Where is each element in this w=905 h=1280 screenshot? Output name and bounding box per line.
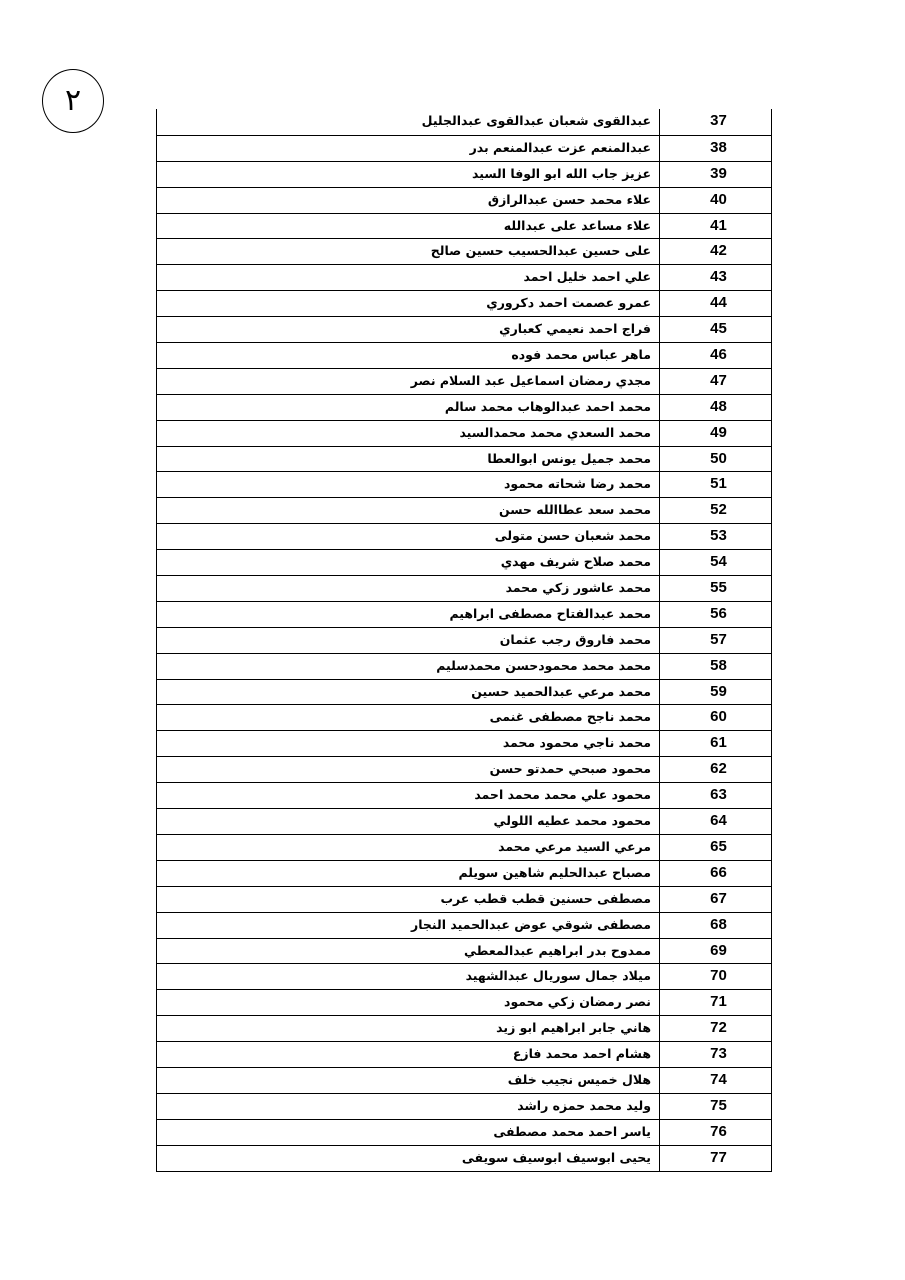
row-number-cell: 64 (710, 812, 727, 830)
table-row (157, 808, 771, 834)
person-name-cell: هشام احمد محمد فازع (157, 1042, 660, 1067)
row-number-cell: 73 (710, 1045, 727, 1063)
person-name-cell: هاني جابر ابراهيم ابو زيد (157, 1016, 660, 1041)
table-row (157, 730, 771, 756)
row-number-cell: 67 (710, 889, 727, 907)
table-row (157, 135, 771, 161)
person-name-cell: ميلاد جمال سوريال عبدالشهيد (157, 964, 660, 989)
table-row (157, 679, 771, 705)
table-row (157, 213, 771, 239)
row-number-cell: 61 (710, 734, 727, 752)
table-row (157, 238, 771, 264)
row-number-cell: 49 (710, 423, 727, 441)
table-row (157, 161, 771, 187)
person-name-cell: مصطفى حسنين قطب قطب عرب (157, 887, 660, 912)
person-name-cell: محمد رضا شحاته محمود (157, 472, 660, 497)
person-name-cell: مصباح عبدالحليم شاهين سويلم (157, 861, 660, 886)
table-row (157, 1067, 771, 1093)
person-name-cell: محمود علي محمد محمد احمد (157, 783, 660, 808)
row-number-cell: 40 (710, 190, 727, 208)
person-name-cell: مجدي رمضان اسماعيل عبد السلام نصر (157, 369, 660, 394)
table-row (157, 264, 771, 290)
table-row (157, 394, 771, 420)
row-number-cell: 42 (710, 242, 727, 260)
table-row (157, 523, 771, 549)
names-table (156, 109, 772, 1172)
person-name-cell: محمد ناجح مصطفى غنمى (157, 705, 660, 730)
row-number-cell: 52 (710, 501, 727, 519)
table-row (157, 420, 771, 446)
row-number-cell: 55 (710, 579, 727, 597)
table-row (157, 342, 771, 368)
person-name-cell: علاء محمد حسن عبدالرازق (157, 188, 660, 213)
person-name-cell: على حسين عبدالحسيب حسين صالح (157, 239, 660, 264)
table-row (157, 782, 771, 808)
row-number-cell: 53 (710, 527, 727, 545)
person-name-cell: محمد شعبان حسن متولى (157, 524, 660, 549)
row-number-cell: 66 (710, 863, 727, 881)
person-name-cell: محمد محمد محمودحسن محمدسليم (157, 654, 660, 679)
person-name-cell: يحيى ابوسيف ابوسيف سويفى (157, 1146, 660, 1171)
row-number-cell: 62 (710, 760, 727, 778)
person-name-cell: علي احمد خليل احمد (157, 265, 660, 290)
table-row (157, 1041, 771, 1067)
table-row (157, 368, 771, 394)
table-row (157, 575, 771, 601)
row-number-cell: 45 (710, 320, 727, 338)
person-name-cell: ياسر احمد محمد مصطفى (157, 1120, 660, 1145)
person-name-cell: علاء مساعد على عبدالله (157, 214, 660, 239)
row-number-cell: 72 (710, 1019, 727, 1037)
row-number-cell: 57 (710, 630, 727, 648)
person-name-cell: محمد جميل يونس ابوالعطا (157, 447, 660, 472)
row-number-cell: 51 (710, 475, 727, 493)
person-name-cell: ماهر عباس محمد فوده (157, 343, 660, 368)
row-number-cell: 71 (710, 993, 727, 1011)
row-number-cell: 76 (710, 1122, 727, 1140)
table-row (157, 1119, 771, 1145)
person-name-cell: عزيز جاب الله ابو الوفا السيد (157, 162, 660, 187)
person-name-cell: محمد مرعي عبدالحميد حسين (157, 680, 660, 705)
person-name-cell: محمد احمد عبدالوهاب محمد سالم (157, 395, 660, 420)
row-number-cell: 38 (710, 138, 727, 156)
table-row (157, 653, 771, 679)
row-number-cell: 50 (710, 449, 727, 467)
row-number-cell: 39 (710, 164, 727, 182)
person-name-cell: عبدالقوى شعبان عبدالقوى عبدالجليل (157, 109, 660, 135)
person-name-cell: وليد محمد حمزه راشد (157, 1094, 660, 1119)
person-name-cell: مصطفى شوقي عوض عبدالحميد النجار (157, 913, 660, 938)
person-name-cell: محمد عبدالفتاح مصطفى ابراهيم (157, 602, 660, 627)
table-row (157, 549, 771, 575)
person-name-cell: محمد عاشور زكي محمد (157, 576, 660, 601)
table-row (157, 860, 771, 886)
person-name-cell: ممدوح بدر ابراهيم عبدالمعطي (157, 939, 660, 964)
table-row (157, 627, 771, 653)
person-name-cell: مرعي السيد مرعي محمد (157, 835, 660, 860)
row-number-cell: 48 (710, 397, 727, 415)
table-row (157, 886, 771, 912)
table-row (157, 1093, 771, 1119)
table-row (157, 938, 771, 964)
person-name-cell: محمد سعد عطاالله حسن (157, 498, 660, 523)
person-name-cell: محمد السعدي محمد محمدالسيد (157, 421, 660, 446)
person-name-cell: محمود صبحي حمدتو حسن (157, 757, 660, 782)
row-number-cell: 75 (710, 1096, 727, 1114)
row-number-cell: 60 (710, 708, 727, 726)
row-number-cell: 65 (710, 837, 727, 855)
table-row (157, 290, 771, 316)
row-number-cell: 44 (710, 294, 727, 312)
row-number-cell: 74 (710, 1070, 727, 1088)
table-row (157, 1015, 771, 1041)
row-number-cell: 68 (710, 915, 727, 933)
table-row (157, 1145, 771, 1171)
person-name-cell: محمد ناجي محمود محمد (157, 731, 660, 756)
person-name-cell: محمد فاروق رجب عثمان (157, 628, 660, 653)
table-row (157, 601, 771, 627)
table-row (157, 497, 771, 523)
table-row (157, 471, 771, 497)
table-row (157, 912, 771, 938)
table-row (157, 446, 771, 472)
table-row (157, 963, 771, 989)
person-name-cell: محمد صلاح شريف مهدي (157, 550, 660, 575)
row-number-cell: 70 (710, 967, 727, 985)
row-number-cell: 46 (710, 346, 727, 364)
table-row (157, 704, 771, 730)
row-number-cell: 77 (710, 1148, 727, 1166)
row-number-cell: 69 (710, 941, 727, 959)
row-number-cell: 47 (710, 371, 727, 389)
row-number-cell: 59 (710, 682, 727, 700)
person-name-cell: عبدالمنعم عزت عبدالمنعم بدر (157, 136, 660, 161)
table-row (157, 756, 771, 782)
table-row (157, 316, 771, 342)
row-number-cell: 63 (710, 786, 727, 804)
row-number-cell: 58 (710, 656, 727, 674)
table-row (157, 834, 771, 860)
row-number-cell: 41 (710, 216, 727, 234)
row-number-cell: 54 (710, 553, 727, 571)
person-name-cell: هلال خميس نجيب خلف (157, 1068, 660, 1093)
table-row (157, 187, 771, 213)
person-name-cell: محمود محمد عطيه اللولي (157, 809, 660, 834)
row-number-cell: 37 (710, 112, 727, 129)
row-number-cell: 56 (710, 604, 727, 622)
person-name-cell: فراج احمد نعيمي كعباري (157, 317, 660, 342)
row-number-cell: 43 (710, 268, 727, 286)
person-name-cell: عمرو عصمت احمد دكروري (157, 291, 660, 316)
person-name-cell: نصر رمضان زكي محمود (157, 990, 660, 1015)
page-number-badge: ٢ (42, 69, 104, 133)
table-row (157, 989, 771, 1015)
table-row (157, 109, 771, 135)
